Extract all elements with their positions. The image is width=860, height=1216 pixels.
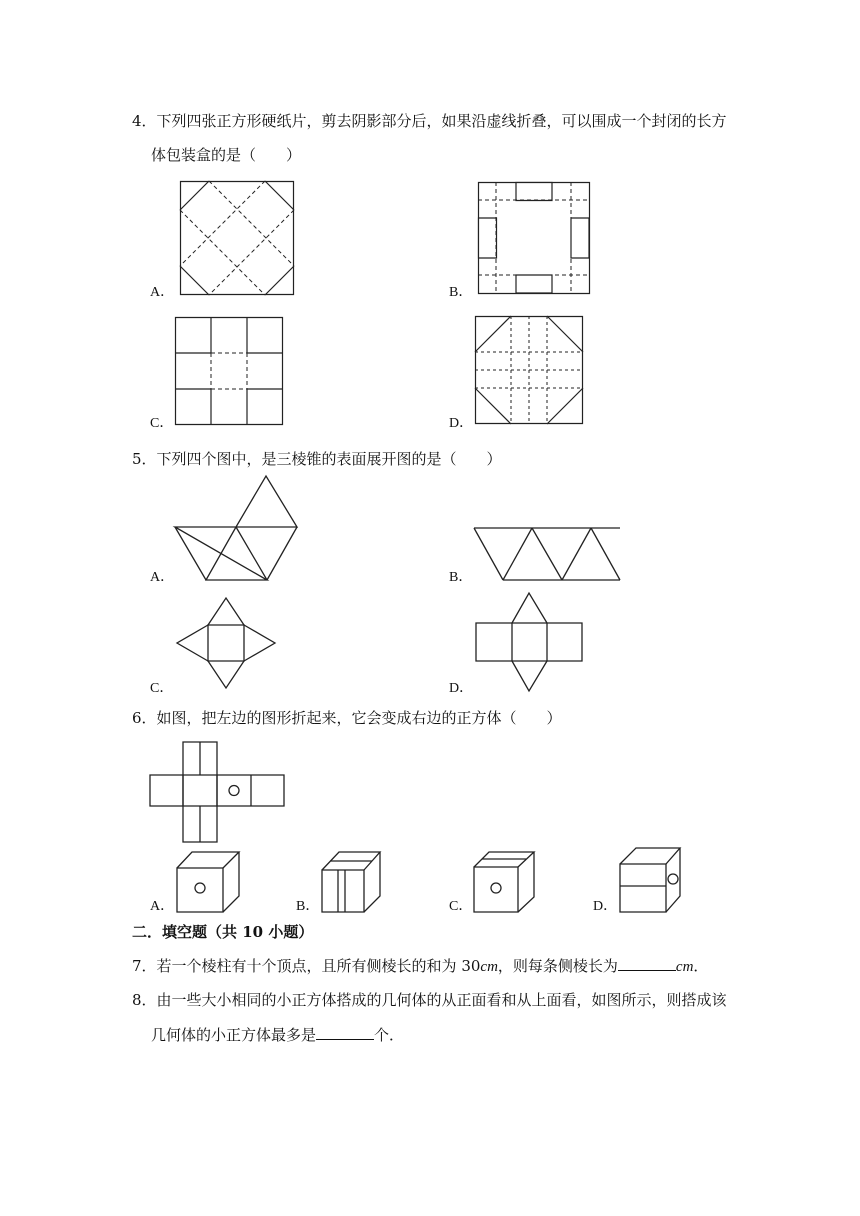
q7-text-end: ． <box>693 957 709 975</box>
q8-text-before: 几何体的小正方体最多是 <box>151 1026 317 1044</box>
q7-unit-2: cm <box>675 959 694 975</box>
q5-option-a-label[interactable]: A． <box>150 570 175 585</box>
q6-option-b-label[interactable]: B． <box>296 899 320 914</box>
q7-text-before: 7．若一个棱柱有十个顶点，且所有侧棱长的和为 30 <box>132 957 481 975</box>
q7-answer-blank[interactable] <box>618 956 676 971</box>
q5-figure-d <box>475 592 583 692</box>
section-2-heading: 二．填空题（共 10 小题） <box>132 923 314 941</box>
q8-answer-blank[interactable] <box>316 1025 374 1040</box>
q4-option-a-label[interactable]: A． <box>150 285 175 300</box>
q6-option-d-label[interactable]: D． <box>593 899 618 914</box>
q6-cube-d <box>619 847 681 913</box>
q4-figure-b <box>478 182 590 294</box>
q5-stem: 5．下列四个图中，是三棱锥的表面展开图的是（ ） <box>132 450 502 468</box>
q6-option-c-label[interactable]: C． <box>449 899 473 914</box>
q7-unit-1: cm <box>480 959 498 975</box>
q6-cube-c <box>473 851 535 913</box>
q4-option-b-label[interactable]: B． <box>449 285 473 300</box>
q5-figure-a <box>175 476 297 582</box>
q4-stem-line1: 4．下列四张正方形硬纸片，剪去阴影部分后，如果沿虚线折叠，可以围成一个封闭的长方 <box>132 112 727 130</box>
q4-figure-d <box>475 316 583 424</box>
q4-option-c-label[interactable]: C． <box>150 416 174 431</box>
q4-option-d-label[interactable]: D． <box>449 416 474 431</box>
q7-stem <box>132 956 708 977</box>
q6-cube-a <box>176 851 240 913</box>
q6-stem: 6．如图，把左边的图形折起来，它会变成右边的正方体（ ） <box>132 709 562 727</box>
q4-stem-line2: 体包装盒的是（ ） <box>151 146 302 164</box>
q6-net-figure <box>149 741 285 843</box>
q5-option-b-label[interactable]: B． <box>449 570 473 585</box>
q6-option-a-label[interactable]: A． <box>150 899 175 914</box>
q5-option-c-label[interactable]: C． <box>150 681 174 696</box>
q5-figure-c <box>176 597 276 689</box>
q5-figure-b <box>474 527 620 581</box>
q6-cube-b <box>321 851 381 913</box>
q8-stem-line2 <box>151 1025 404 1045</box>
q8-stem-line1: 8．由一些大小相同的小正方体搭成的几何体的从正面看和从上面看，如图所示，则搭成该 <box>132 991 727 1009</box>
q4-figure-a <box>180 181 294 295</box>
q4-figure-c <box>175 317 283 425</box>
q7-text-middle: ，则每条侧棱长为 <box>497 957 618 975</box>
q8-text-after: 个． <box>374 1026 405 1044</box>
q5-option-d-label[interactable]: D． <box>449 681 474 696</box>
